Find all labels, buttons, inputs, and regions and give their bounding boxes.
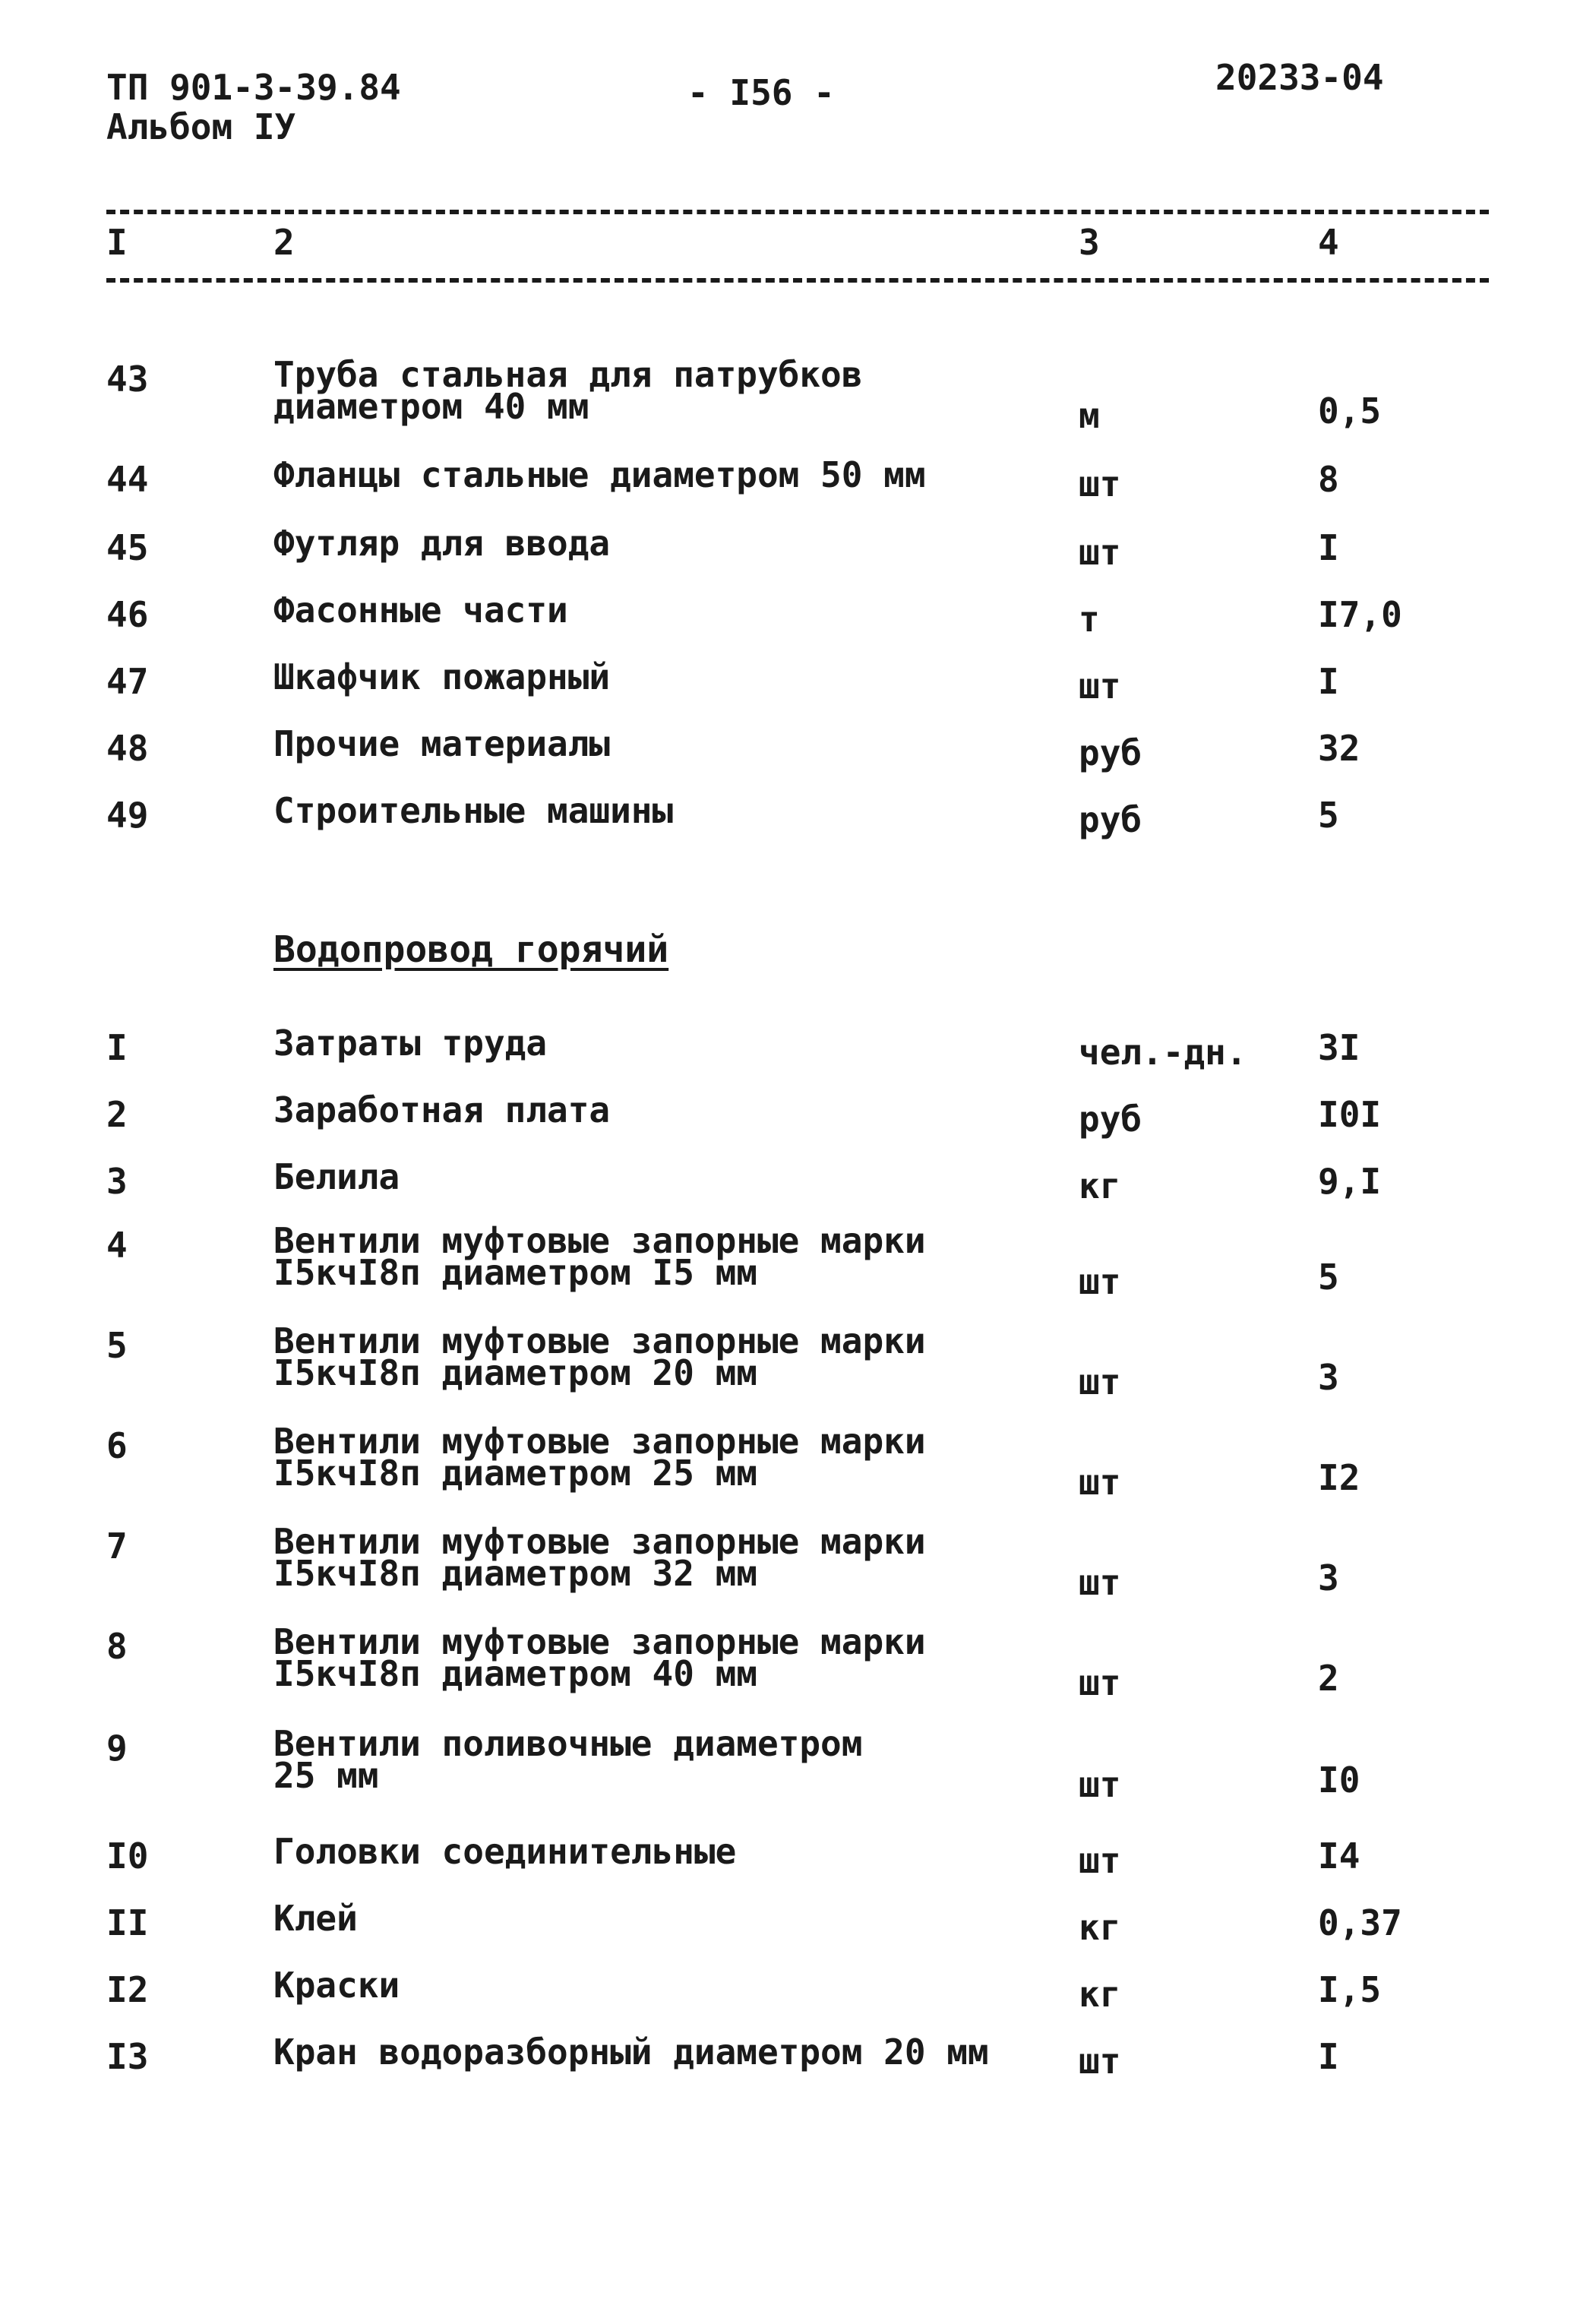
item-name-line: Белила	[273, 1156, 400, 1197]
quantity: 0,37	[1318, 1902, 1402, 1943]
unit-of-measure: шт	[1079, 1840, 1121, 1881]
column-header-2: 2	[273, 222, 295, 263]
unit-of-measure: кг	[1079, 1974, 1121, 2015]
unit-of-measure: шт	[1079, 666, 1121, 707]
doc-code: ТП 901-3-39.84	[106, 67, 401, 108]
unit-of-measure: шт	[1079, 1662, 1121, 1703]
quantity: I7,0	[1318, 594, 1402, 635]
item-name-line: Краски	[273, 1965, 400, 2006]
quantity: I	[1318, 661, 1339, 702]
quantity: 9,I	[1318, 1161, 1382, 1202]
item-name	[273, 1723, 863, 1796]
unit-of-measure: шт	[1079, 1562, 1121, 1603]
quantity: I0	[1318, 1760, 1360, 1801]
item-name	[273, 723, 611, 764]
item-name	[273, 454, 926, 495]
item-name	[273, 2032, 989, 2073]
row-number: I2	[106, 1969, 149, 2010]
item-name-line: Футляр для ввода	[273, 523, 611, 564]
quantity: I0I	[1318, 1094, 1382, 1135]
quantity: I	[1318, 2036, 1339, 2077]
row-number: 8	[106, 1626, 128, 1667]
item-name-line: Головки соединительные	[273, 1831, 737, 1872]
column-header-4: 4	[1318, 222, 1339, 263]
section-title: Водопровод горячий	[273, 928, 669, 971]
unit-of-measure: шт	[1079, 1462, 1121, 1503]
row-number: II	[106, 1902, 149, 1943]
item-name-line: Вентили муфтовые запорные марки	[273, 1320, 926, 1361]
quantity: 5	[1318, 795, 1339, 836]
quantity: 0,5	[1318, 390, 1382, 432]
item-name	[273, 354, 863, 427]
row-number: I3	[106, 2036, 149, 2077]
item-name-line: Вентили муфтовые запорные марки	[273, 1220, 926, 1261]
item-name	[273, 1898, 358, 1939]
page-number: - I56 -	[687, 72, 835, 113]
item-name-line: I5кчI8п диаметром 20 мм	[273, 1352, 757, 1393]
item-name-line: Затраты труда	[273, 1023, 548, 1064]
row-number: 4	[106, 1225, 128, 1266]
quantity: I2	[1318, 1457, 1360, 1498]
item-name-line: Прочие материалы	[273, 723, 611, 764]
unit-of-measure: шт	[1079, 532, 1121, 573]
quantity: 5	[1318, 1257, 1339, 1298]
unit-of-measure: м	[1079, 395, 1100, 436]
row-number: 2	[106, 1094, 128, 1135]
item-name-line: Строительные машины	[273, 790, 674, 831]
row-number: 46	[106, 594, 149, 635]
item-name	[273, 790, 674, 831]
column-header-3: 3	[1079, 222, 1100, 263]
item-name-line: Вентили муфтовые запорные марки	[273, 1421, 926, 1462]
row-number: 49	[106, 795, 149, 836]
row-number: 6	[106, 1425, 128, 1466]
item-name-line: Клей	[273, 1898, 358, 1939]
row-number: 3	[106, 1161, 128, 1202]
item-name	[273, 1023, 548, 1064]
row-number: 47	[106, 661, 149, 702]
item-name-line: I5кчI8п диаметром 25 мм	[273, 1453, 757, 1494]
table-header-rule	[106, 278, 1489, 283]
quantity: I,5	[1318, 1969, 1382, 2010]
item-name-line: диаметром 40 мм	[273, 386, 589, 427]
row-number: 45	[106, 527, 149, 568]
row-number: 5	[106, 1325, 128, 1366]
quantity: 3	[1318, 1557, 1339, 1598]
unit-of-measure: т	[1079, 599, 1100, 640]
item-name	[273, 523, 611, 564]
item-name-line: Вентили муфтовые запорные марки	[273, 1521, 926, 1562]
unit-of-measure: шт	[1079, 1261, 1121, 1302]
row-number: 43	[106, 359, 149, 400]
item-name	[273, 1089, 611, 1130]
item-name-line: I5кчI8п диаметром 32 мм	[273, 1553, 757, 1594]
item-name	[273, 1965, 400, 2006]
item-name-line: Вентили поливочные диаметром	[273, 1723, 863, 1764]
quantity: 8	[1318, 459, 1339, 500]
quantity: 3I	[1318, 1027, 1360, 1068]
item-name-line: Фланцы стальные диаметром 50 мм	[273, 454, 926, 495]
item-name	[273, 1220, 926, 1293]
item-name	[273, 1421, 926, 1494]
unit-of-measure: руб	[1079, 1099, 1142, 1140]
item-name	[273, 1831, 737, 1872]
row-number: 44	[106, 459, 149, 500]
row-number: I0	[106, 1835, 149, 1877]
item-name-line: 25 мм	[273, 1755, 379, 1796]
item-name-line: Шкафчик пожарный	[273, 656, 611, 697]
quantity: 2	[1318, 1658, 1339, 1699]
unit-of-measure: шт	[1079, 2041, 1121, 2082]
quantity: 32	[1318, 728, 1360, 769]
item-name-line: I5кчI8п диаметром 40 мм	[273, 1653, 757, 1694]
sheet-code: 20233-04	[1215, 57, 1384, 98]
row-number: 7	[106, 1526, 128, 1567]
item-name-line: I5кчI8п диаметром I5 мм	[273, 1252, 757, 1293]
album-label: Альбом IУ	[106, 106, 296, 147]
unit-of-measure: руб	[1079, 732, 1142, 773]
unit-of-measure: шт	[1079, 1764, 1121, 1805]
item-name	[273, 1320, 926, 1393]
quantity: 3	[1318, 1357, 1339, 1398]
item-name	[273, 590, 568, 631]
quantity: I	[1318, 527, 1339, 568]
row-number: I	[106, 1027, 128, 1068]
quantity: I4	[1318, 1835, 1360, 1877]
unit-of-measure: кг	[1079, 1165, 1121, 1206]
unit-of-measure: руб	[1079, 799, 1142, 840]
item-name-line: Кран водоразборный диаметром 20 мм	[273, 2032, 989, 2073]
item-name	[273, 656, 611, 697]
table-top-rule	[106, 210, 1489, 214]
row-number: 9	[106, 1728, 128, 1769]
item-name	[273, 1156, 400, 1197]
item-name-line: Фасонные части	[273, 590, 568, 631]
item-name	[273, 1621, 926, 1694]
item-name-line: Заработная плата	[273, 1089, 611, 1130]
unit-of-measure: шт	[1079, 463, 1121, 504]
column-header-1: I	[106, 222, 128, 263]
unit-of-measure: шт	[1079, 1361, 1121, 1402]
item-name-line: Вентили муфтовые запорные марки	[273, 1621, 926, 1662]
unit-of-measure: чел.-дн.	[1079, 1032, 1247, 1073]
item-name-line: Труба стальная для патрубков	[273, 354, 863, 395]
item-name	[273, 1521, 926, 1594]
row-number: 48	[106, 728, 149, 769]
unit-of-measure: кг	[1079, 1907, 1121, 1948]
